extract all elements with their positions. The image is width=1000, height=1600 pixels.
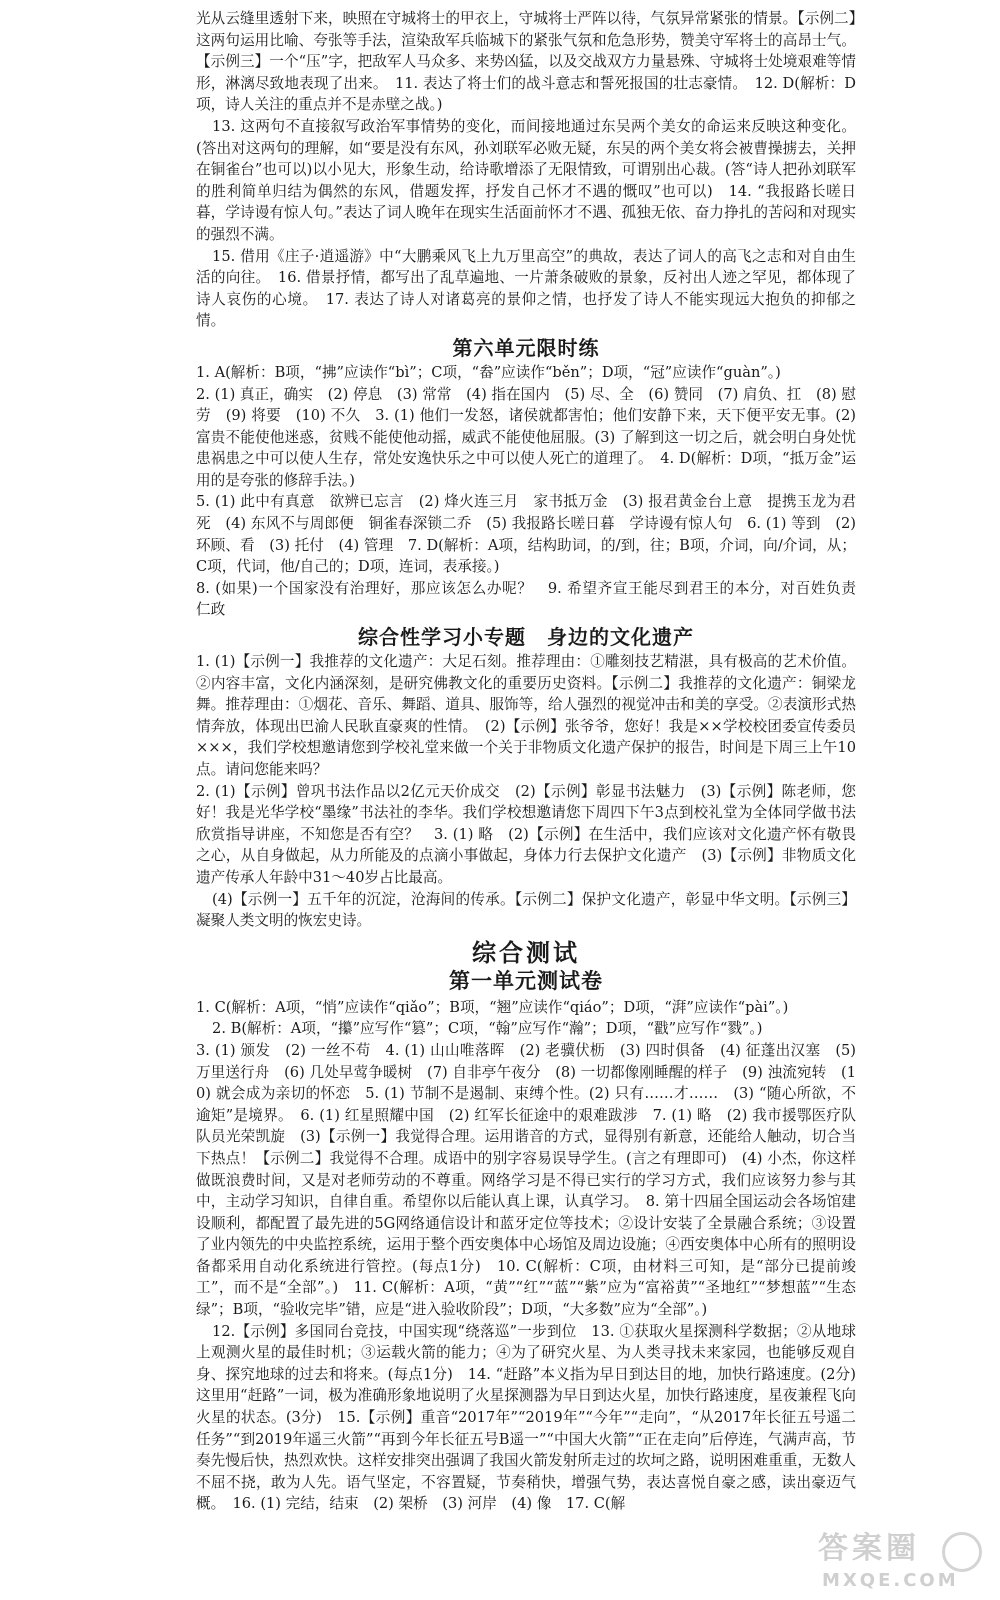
text-paragraph: 2. (1) 真正，确实 (2) 停息 (3) 常常 (4) 指在国内 (5) 尽、全 (6) 赞同 (7) 肩负、扛 (8) 慰劳 (9) 将要 (10) 不久 3. (1) 他们一发怒，诸侯就都害怕；他们安静下来，天下便平安无事。(2) 富贵不能使他迷惑，贫贱不能使他动摇，威武不能使他屈服。(3) 了解到这一切之后，就会明白身处忧患祸患之中可以使人生存，常处安逸快乐之中可以使人死亡的道理了。 4. D(解析：D项，“抵万金”运用的是夸张的修辞手法。) xyxy=(196,385,856,489)
text-paragraph: 15. 借用《庄子·逍遥游》中“大鹏乘风飞上九万里高空”的典故，表达了词人的高飞之志和对自由生活的向往。 16. 借景抒情，都写出了乱草遍地、一片萧条破败的景象，反衬出人迹之罕见，都体现了诗人哀伤的心境。 17. 表达了诗人对诸葛亮的景仰之情，也抒发了诗人不能实现远大抱负的抑郁之情。 xyxy=(196,247,856,330)
section-poetry-answers xyxy=(196,8,856,332)
watermark-url: MXQE.COM xyxy=(822,1570,959,1591)
text-paragraph: 光从云缝里透射下来，映照在守城将士的甲衣上，守城将士严阵以待，气氛异常紧张的情景。【示例二】这两句运用比喻、夸张等手法，渲染敌军兵临城下的紧张气氛和危急形势，赞美守军将士的高昂士气。【示例三】一个“压”字，把敌军人马众多、来势凶猛，以及交战双方力量悬殊、守城将士处境艰难等情形，淋漓尽致地表现了出来。 11. 表达了将士们的战斗意志和誓死报国的壮志豪情。 12. D(解析：D项，诗人关注的重点并不是赤壁之战。) xyxy=(196,10,856,114)
text-paragraph: 3. (1) 颁发 (2) 一丝不苟 4. (1) 山山唯落晖 (2) 老骥伏枥 (3) 四时俱备 (4) 征蓬出汉塞 (5) 万里送行舟 (6) 几处早莺争暖树 (7) 自非亭午夜分 (8) 一切都像刚睡醒的样子 (9) 浊流宛转 (10) 就会成为亲切的怀恋 5. (1) 节制不是遏制、束缚个性。(2) 只有……才…… (3) “随心所欲，不逾矩”是境界。 6. (1) 红星照耀中国 (2) 红军长征途中的艰难跋涉 7. (1) 略 (2) 我市援鄂医疗队队员光荣凯旋 (3)【示例一】我觉得合理。运用谐音的方式，显得别有新意，还能给人触动，切合当下热点！【示例二】我觉得不合理。成语中的别字容易误导学生。(言之有理即可) (4) 小杰，你这样做既浪费时间，又是对老师劳动的不尊重。网络学习是不得已实行的学习方式，我们应该努力参与其中，主动学习知识，自律自重。希望你以后能认真上课，认真学习。 8. 第十四届全国运动会各场馆建设顺利，都配置了最先进的5G网络通信设计和蓝牙定位等技术；②设计安装了全景融合系统；③设置了业内领先的中央监控系统，运用于整个西安奥体中心场馆及周边设施；④西安奥体中心所有的照明设备都采用自动化系统进行管控。(每点1分) 10. C(解析：C项，由材料三可知，是“部分已提前竣工”，而不是“全部”。) 11. C(解析：A项，“黄”“红”“蓝”“紫”应为“富裕黄”“圣地红”“梦想蓝”“生态绿”；B项，“验收完毕”错，应是“进入验收阶段”；D项，“大多数”应为“全部”。) xyxy=(196,1041,856,1319)
text-paragraph: 1. A(解析：B项，“拂”应读作“bì”；C项，“畚”应读作“běn”；D项，“冠”应读作“guàn”。) xyxy=(196,363,781,381)
section-subheading: 第一单元测试卷 xyxy=(449,968,603,993)
watermark-badge-icon xyxy=(942,1532,982,1572)
text-paragraph: 12.【示例】多国同台竞技，中国实现“绕落巡”一步到位 13. ①获取火星探测科学数据；②从地球上观测火星的最佳时机；③运载火箭的能力；④为了研究火星、为人类寻找未来家园，也能够反观自身、探究地球的过去和将来。(每点1分) 14. “赶路”本义指为早日到达目的地，加快行路速度。(2分)这里用“赶路”一词，极为准确形象地说明了火星探测器为早日到达火星，加快行路速度，星夜兼程飞向火星的状态。(3分) 15.【示例】重音“2017年”“2019年”“今年”“走向”，“从2017年长征五号遥二任务”“到2019年遥三火箭”“再到今年长征五号B遥一”“中国大火箭”“正在走向”后停连，气满声高，节奏先慢后快，热烈欢快。这样安排突出强调了我国火箭发射所走过的坎坷之路，说明困难重重，无数人不屈不挠，敢为人先。语气坚定，不容置疑，节奏稍快，增强气势，表达喜悦自豪之感，读出豪迈气概。 16. (1) 完结，结束 (2) 架桥 (3) 河岸 (4) 像 17. C(解 xyxy=(196,1322,856,1513)
section-heading: 第六单元限时练 xyxy=(452,335,600,360)
text-paragraph: 5. (1) 此中有真意 欲辨已忘言 (2) 烽火连三月 家书抵万金 (3) 报君黄金台上意 提携玉龙为君死 (4) 东风不与周郎便 铜雀春深锁二乔 (5) 我报路长嗟日暮 学诗谩有惊人句 6. (1) 等到 (2) 环顾、看 (3) 托付 (4) 管理 7. D(解析：A项，结构助词，的/到，往；B项，介词，向/介词，从；C项，代词，他/自己的；D项，连词，表承接。) xyxy=(196,493,856,576)
text-paragraph: 1. (1)【示例一】我推荐的文化遗产：大足石刻。推荐理由：①雕刻技艺精湛，具有极高的艺术价值。②内容丰富，文化内涵深刻，是研究佛教文化的重要历史资料。【示例二】我推荐的文化遗产：铜梁龙舞。推荐理由：①烟花、音乐、舞蹈、道具、服饰等，给人强烈的视觉冲击和美的享受。②表演形式热情奔放，体现出巴渝人民耿直豪爽的性情。 (2)【示例】张爷爷，您好！我是××学校校团委宣传委员×××，我们学校想邀请您到学校礼堂来做一个关于非物质文化遗产保护的报告，时间是下周三上午10点。请问您能来吗？ xyxy=(196,653,856,778)
text-paragraph: 2. B(解析：A项，“攥”应写作“篡”；C项，“翰”应写作“瀚”；D项，“戳”应写作“戮”。) xyxy=(212,1020,763,1038)
answer-page xyxy=(196,8,871,1515)
text-paragraph: 13. 这两句不直接叙写政治军事情势的变化，而间接地通过东吴两个美女的命运来反映这种变化。(答出对这两句的理解，如“要是没有东风，孙刘联军必败无疑，东吴的两个美女将会被曹操掳去，关押在铜雀台”也可以)以小见大，形象生动，给诗歌增添了无限情致，可谓别出心裁。(答“诗人把孙刘联军的胜利简单归结为偶然的东风，借题发挥，抒发自己怀才不遇的慨叹”也可以) 14. “我报路长嗟日暮，学诗谩有惊人句。”表达了词人晚年在现实生活面前怀才不遇、孤独无依、奋力挣扎的苦闷和对现实的强烈不满。 xyxy=(196,117,856,243)
text-paragraph: 8. (如果)一个国家没有治理好，那应该怎么办呢？ 9. 希望齐宣王能尽到君王的本分，对百姓负责 仁政 xyxy=(196,579,871,619)
text-paragraph: 2. (1)【示例】曾巩书法作品以2亿元天价成交 (2)【示例】彰显书法魅力 (3)【示例】陈老师，您好！我是光华学校“墨缘”书法社的李华。我们学校想邀请您下周四下午3点到校礼堂为全体同学做书法欣赏指导讲座，不知您是否有空？ 3. (1) 略 (2)【示例】在生活中，我们应该对文化遗产怀有敬畏之心，从自身做起，从力所能及的点滴小事做起，身体力行去保护文化遗产 (3)【示例】非物质文化遗产传承人年龄中31～40岁占比最高。 xyxy=(196,782,856,886)
text-paragraph: 1. C(解析：A项，“悄”应读作“qiǎo”；B项，“翘”应读作“qiáo”；D项，“湃”应读作“pài”。) xyxy=(196,998,789,1016)
site-watermark xyxy=(818,1530,988,1594)
section-heading: 综合性学习小专题 身边的文化遗产 xyxy=(358,625,694,650)
section-unit6-practice xyxy=(196,335,871,621)
section-heading: 综合测试 xyxy=(472,938,580,967)
section-cultural-heritage xyxy=(196,625,856,932)
section-comprehensive-test xyxy=(196,938,856,1515)
text-paragraph: (4)【示例一】五千年的沉淀，沧海间的传承。【示例二】保护文化遗产，彰显中华文明。【示例三】凝聚人类文明的恢宏史诗。 xyxy=(196,890,856,930)
watermark-logo-text: 答案圈 xyxy=(818,1531,920,1566)
